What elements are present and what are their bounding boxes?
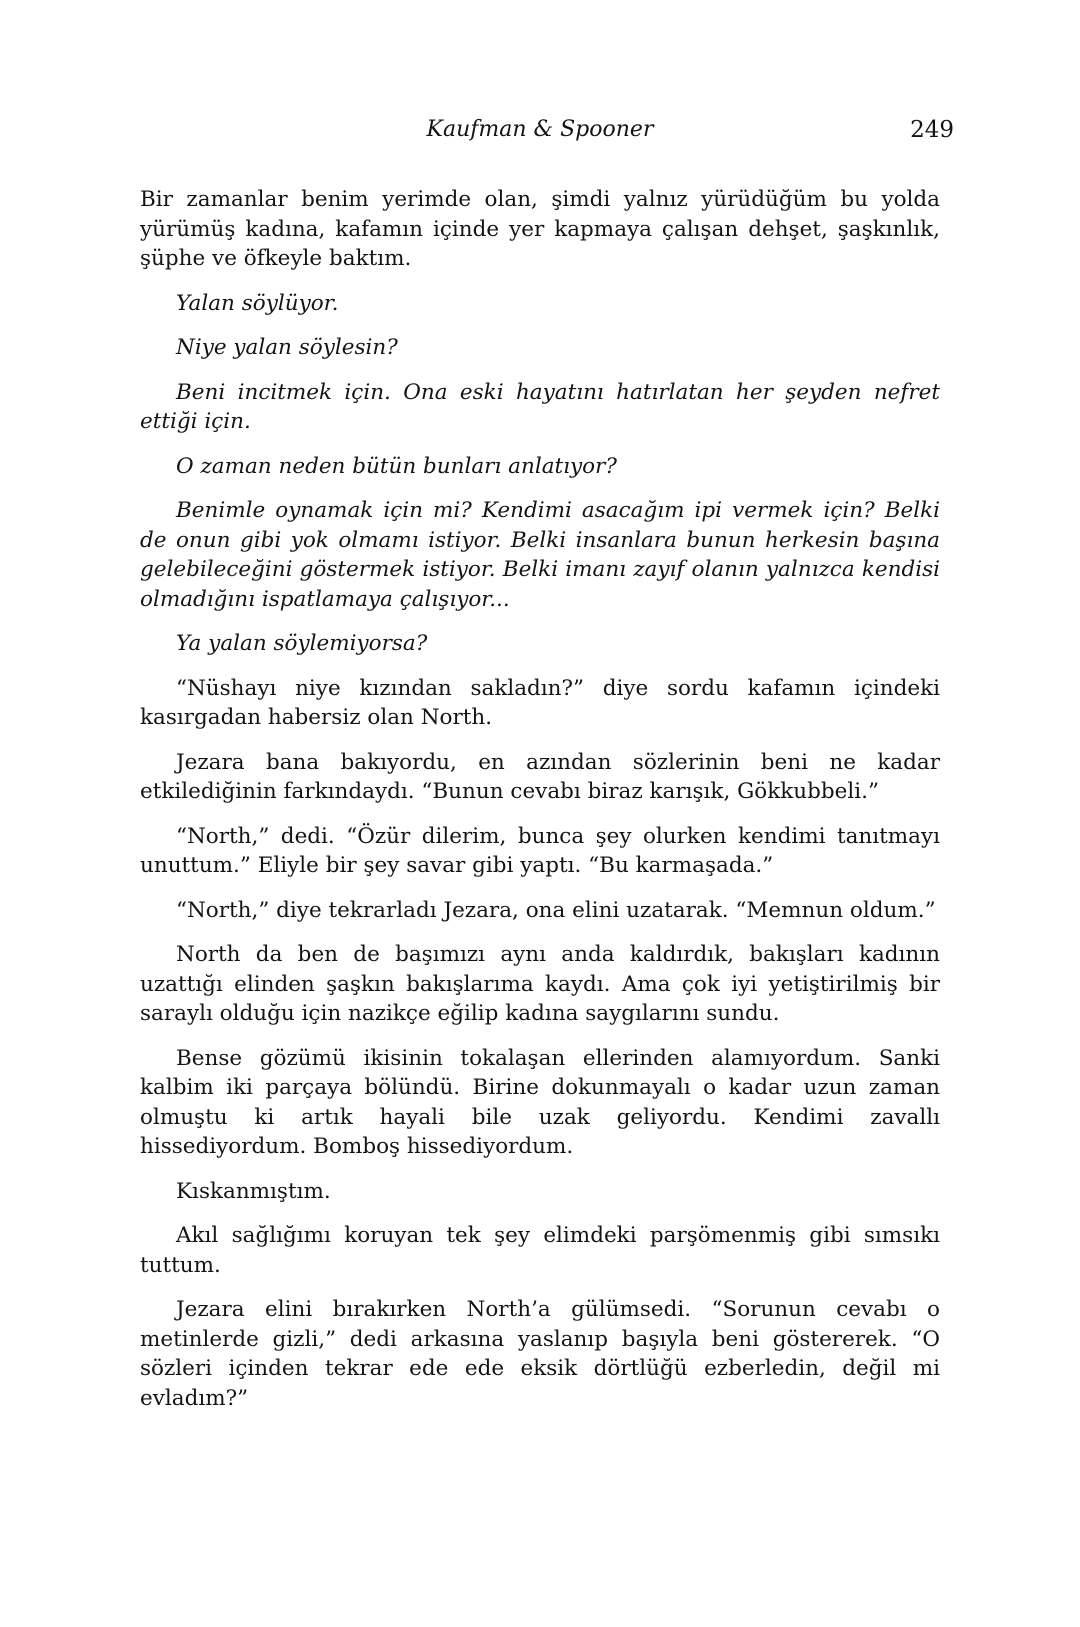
paragraph: Kıskanmıştım. [176, 1178, 331, 1204]
paragraph: Bir zamanlar benim yerimde olan, şimdi yalnız yürüdüğüm bu yolda yürümüş kadına, kafamın içinde yer kapmaya çalışan dehşet, şaşkınlık, şüphe ve öfkeyle baktım. [140, 187, 940, 271]
header-title: Kaufman & Spooner [426, 117, 654, 142]
paragraph: Jezara elini bırakırken North’a gülümsedi. “Sorunun cevabı o metinlerde gizli,” dedi arkasına yaslanıp başıyla beni göstererek. “O sözleri içinden tekrar ede ede eksik dörtlüğü ezberledin, değil mi evladım?” [140, 1297, 940, 1411]
running-header [0, 112, 1080, 148]
paragraph-italic: O zaman neden bütün bunları anlatıyor? [176, 453, 617, 479]
paragraph-italic: Niye yalan söylesin? [176, 335, 398, 360]
paragraph-italic: Beni incitmek için. Ona eski hayatını hatırlatan her şeyden nefret ettiği için. [140, 379, 940, 434]
paragraph: Bense gözümü ikisinin tokalaşan ellerinden alamıyordum. Sanki kalbim iki parçaya bölündü. Birine dokunmayalı o kadar uzun zaman olmuştu ki artık hayali bile uzak geliyordu. Kendimi zavallı hissediyordum. Bomboş hissediyordum. [140, 1045, 940, 1159]
paragraph-italic: Benimle oynamak için mi? Kendimi asacağım ipi vermek için? Belki de onun gibi yok olmamı istiyor. Belki insanlara bunun herkesin başına gelebileceğini göstermek istiyor. Belki imanı zayıf olanın yalnızca kendisi olmadığını ispatlamaya çalışıyor... [140, 498, 940, 612]
page-number: 249 [910, 117, 954, 143]
paragraph: “Nüshayı niye kızından sakladın?” diye sordu kafamın içindeki kasırgadan habersiz olan North. [140, 675, 940, 730]
paragraph-italic: Yalan söylüyor. [176, 290, 339, 316]
paragraph: “North,” diye tekrarladı Jezara, ona elini uzatarak. “Memnun oldum.” [176, 897, 936, 923]
body-text [140, 185, 940, 1428]
paragraph: Jezara bana bakıyordu, en azından sözlerinin beni ne kadar etkilediğinin farkındaydı. “Bunun cevabı biraz karışık, Gökkubbeli.” [140, 749, 940, 804]
paragraph: North da ben de başımızı aynı anda kaldırdık, bakışları kadının uzattığı elinden şaşkın bakışlarıma kaydı. Ama çok iyi yetiştirilmiş bir saraylı olduğu için nazikçe eğilip kadına saygılarını sundu. [140, 942, 940, 1026]
paragraph: Akıl sağlığımı koruyan tek şey elimdeki parşömenmiş gibi sımsıkı tuttum. [140, 1223, 940, 1278]
paragraph: “North,” dedi. “Özür dilerim, bunca şey olurken kendimi tanıtmayı unuttum.” Eliyle bir şey savar gibi yaptı. “Bu karmaşada.” [140, 823, 940, 878]
paragraph-italic: Ya yalan söylemiyorsa? [176, 631, 428, 656]
